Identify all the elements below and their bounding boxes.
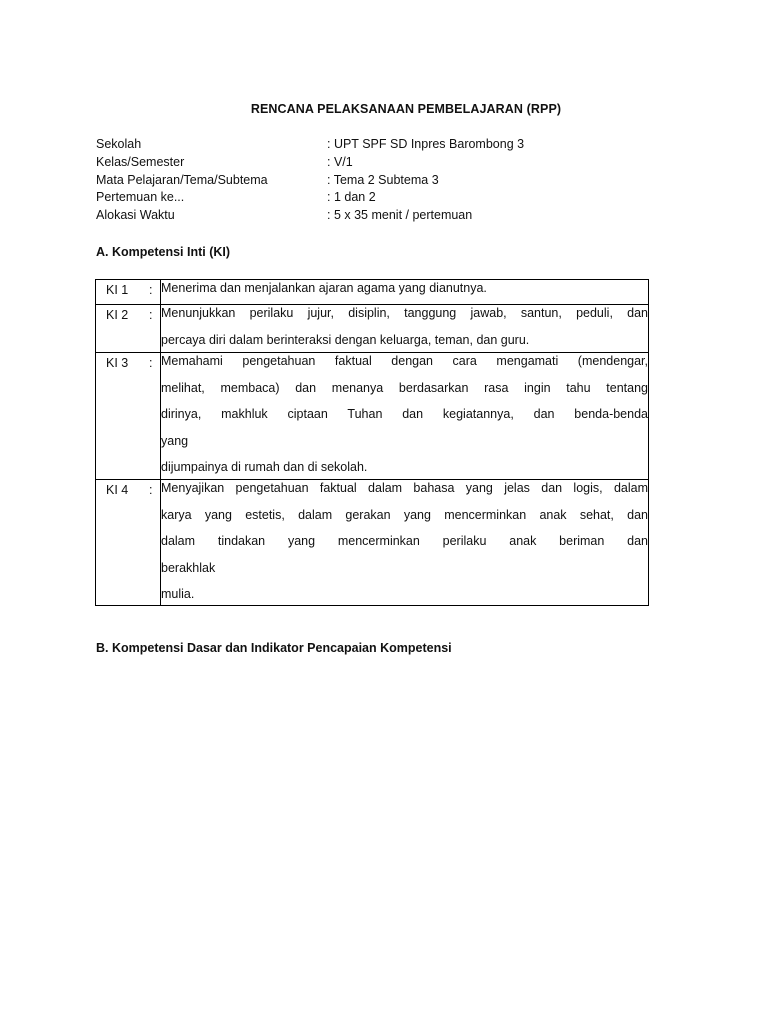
info-row-kelas-semester bbox=[96, 154, 656, 172]
info-label: Pertemuan ke... bbox=[96, 190, 185, 205]
ki-description bbox=[161, 280, 649, 305]
section-heading-a: A. Kompetensi Inti (KI) bbox=[96, 245, 231, 259]
ki-row-4 bbox=[96, 480, 649, 606]
ki-code: KI 4 bbox=[106, 483, 129, 497]
ki-colon: : bbox=[149, 283, 153, 297]
ki-table bbox=[95, 279, 649, 606]
info-value: : 1 dan 2 bbox=[327, 190, 376, 205]
ki-code: KI 3 bbox=[106, 356, 129, 370]
ki-line: Memahami pengetahuan faktual dengan cara mengamati (mendengar, bbox=[161, 354, 648, 368]
ki-row-3 bbox=[96, 353, 649, 480]
ki-code: KI 1 bbox=[106, 283, 129, 297]
info-value: : Tema 2 Subtema 3 bbox=[327, 172, 439, 187]
info-label: Kelas/Semester bbox=[96, 154, 185, 169]
ki-label-cell bbox=[96, 280, 161, 305]
ki-line: dirinya, makhluk ciptaan Tuhan dan kegiatannya, dan benda-benda bbox=[161, 407, 648, 421]
ki-line: karya yang estetis, dalam gerakan yang mencerminkan anak sehat, dan bbox=[161, 507, 648, 522]
ki-colon: : bbox=[149, 308, 153, 322]
ki-row-2 bbox=[96, 305, 649, 353]
ki-colon: : bbox=[149, 483, 153, 497]
ki-line: percaya diri dalam berinteraksi dengan keluarga, teman, dan guru. bbox=[161, 332, 530, 347]
info-label: Mata Pelajaran/Tema/Subtema bbox=[96, 172, 268, 187]
info-row-pertemuan bbox=[96, 189, 656, 207]
document-title: RENCANA PELAKSANAAN PEMBELAJARAN (RPP) bbox=[250, 102, 562, 116]
ki-row-1 bbox=[96, 280, 649, 305]
ki-line: Menerima dan menjalankan ajaran agama yang dianutnya. bbox=[161, 281, 487, 295]
info-value: : 5 x 35 menit / pertemuan bbox=[327, 208, 473, 223]
ki-line: dijumpainya di rumah dan di sekolah. bbox=[161, 460, 368, 474]
info-label: Alokasi Waktu bbox=[96, 208, 175, 223]
info-row-alokasi-waktu bbox=[96, 207, 656, 225]
ki-description bbox=[161, 480, 649, 606]
ki-label-cell bbox=[96, 353, 161, 480]
ki-line: dalam tindakan yang mencerminkan perilaku anak beriman dan bbox=[161, 534, 648, 548]
info-row-mata-pelajaran bbox=[96, 172, 656, 190]
ki-line: berakhlak bbox=[161, 560, 216, 575]
ki-description bbox=[161, 305, 649, 353]
ki-line: Menunjukkan perilaku jujur, disiplin, tanggung jawab, santun, peduli, dan bbox=[161, 306, 648, 320]
info-row-sekolah bbox=[96, 136, 656, 154]
ki-code: KI 2 bbox=[106, 308, 129, 322]
ki-description bbox=[161, 353, 649, 480]
ki-colon: : bbox=[149, 356, 153, 370]
info-label: Sekolah bbox=[96, 137, 142, 151]
section-heading-b: B. Kompetensi Dasar dan Indikator Pencapaian Kompetensi bbox=[96, 641, 452, 655]
info-value: : V/1 bbox=[327, 154, 353, 169]
ki-label-cell bbox=[96, 480, 161, 606]
info-block bbox=[96, 136, 656, 225]
ki-line: melihat, membaca) dan menanya berdasarkan rasa ingin tahu tentang bbox=[161, 380, 648, 395]
ki-line: mulia. bbox=[161, 587, 195, 601]
ki-label-cell bbox=[96, 305, 161, 353]
ki-line: Menyajikan pengetahuan faktual dalam bahasa yang jelas dan logis, dalam bbox=[161, 481, 648, 495]
ki-line: yang bbox=[161, 433, 189, 448]
info-value: : UPT SPF SD Inpres Barombong 3 bbox=[327, 137, 525, 151]
